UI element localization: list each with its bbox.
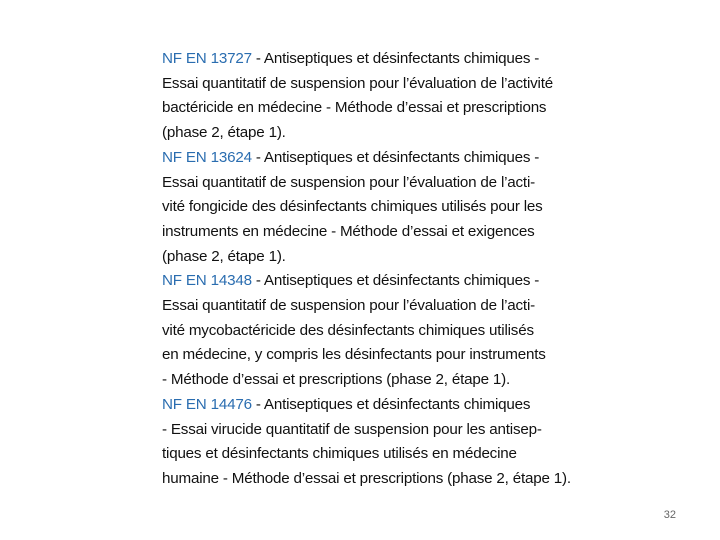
standard-code: NF EN 14348 <box>162 272 252 290</box>
entry-text-line: Essai quantitatif de suspension pour l’évaluation de l’activité <box>162 74 553 92</box>
entry-text-line: - Antiseptiques et désinfectants chimiques <box>251 395 531 413</box>
standard-entry-13727 <box>162 47 582 146</box>
standard-entry-14348 <box>162 269 582 393</box>
entry-text-line: - Antiseptiques et désinfectants chimiques - <box>251 272 540 290</box>
entry-text-line: vité mycobactéricide des désinfectants chimiques utilisés <box>162 321 534 339</box>
entry-text-line: - Antiseptiques et désinfectants chimiques - <box>251 148 540 166</box>
entry-text-line: tiques et désinfectants chimiques utilisés en médecine <box>162 445 517 463</box>
entry-text-line: bactéricide en médecine - Méthode d’essai et prescriptions <box>162 99 547 117</box>
entry-text-line: - Essai virucide quantitatif de suspension pour les antisep- <box>162 420 542 438</box>
entry-text-line: en médecine, y compris les désinfectants pour instruments <box>162 346 546 364</box>
standards-list <box>162 47 582 492</box>
standard-entry-14476 <box>162 393 582 492</box>
entry-first-line <box>162 146 582 171</box>
entry-first-line <box>162 269 582 294</box>
page-number: 32 <box>663 509 676 521</box>
standard-entry-13624 <box>162 146 582 270</box>
entry-text-line: vité fongicide des désinfectants chimiques utilisés pour les <box>162 198 543 216</box>
entry-text-line: instruments en médecine - Méthode d’essai et exigences <box>162 222 535 240</box>
entry-text-line: Essai quantitatif de suspension pour l’évaluation de l’acti- <box>162 173 535 191</box>
entry-first-line <box>162 47 582 72</box>
entry-text-line: (phase 2, étape 1). <box>162 124 286 142</box>
standard-code: NF EN 14476 <box>162 395 252 413</box>
standard-code: NF EN 13624 <box>162 148 252 166</box>
entry-text-line: humaine - Méthode d’essai et prescriptions (phase 2, étape 1). <box>162 469 571 487</box>
entry-text-line: (phase 2, étape 1). <box>162 247 286 265</box>
standard-code: NF EN 13727 <box>162 50 252 67</box>
entry-first-line <box>162 393 582 418</box>
entry-text-line: - Antiseptiques et désinfectants chimiques - <box>251 50 540 67</box>
entry-text-line: - Méthode d’essai et prescriptions (phase 2, étape 1). <box>162 371 510 389</box>
entry-text-line: Essai quantitatif de suspension pour l’évaluation de l’acti- <box>162 297 535 315</box>
